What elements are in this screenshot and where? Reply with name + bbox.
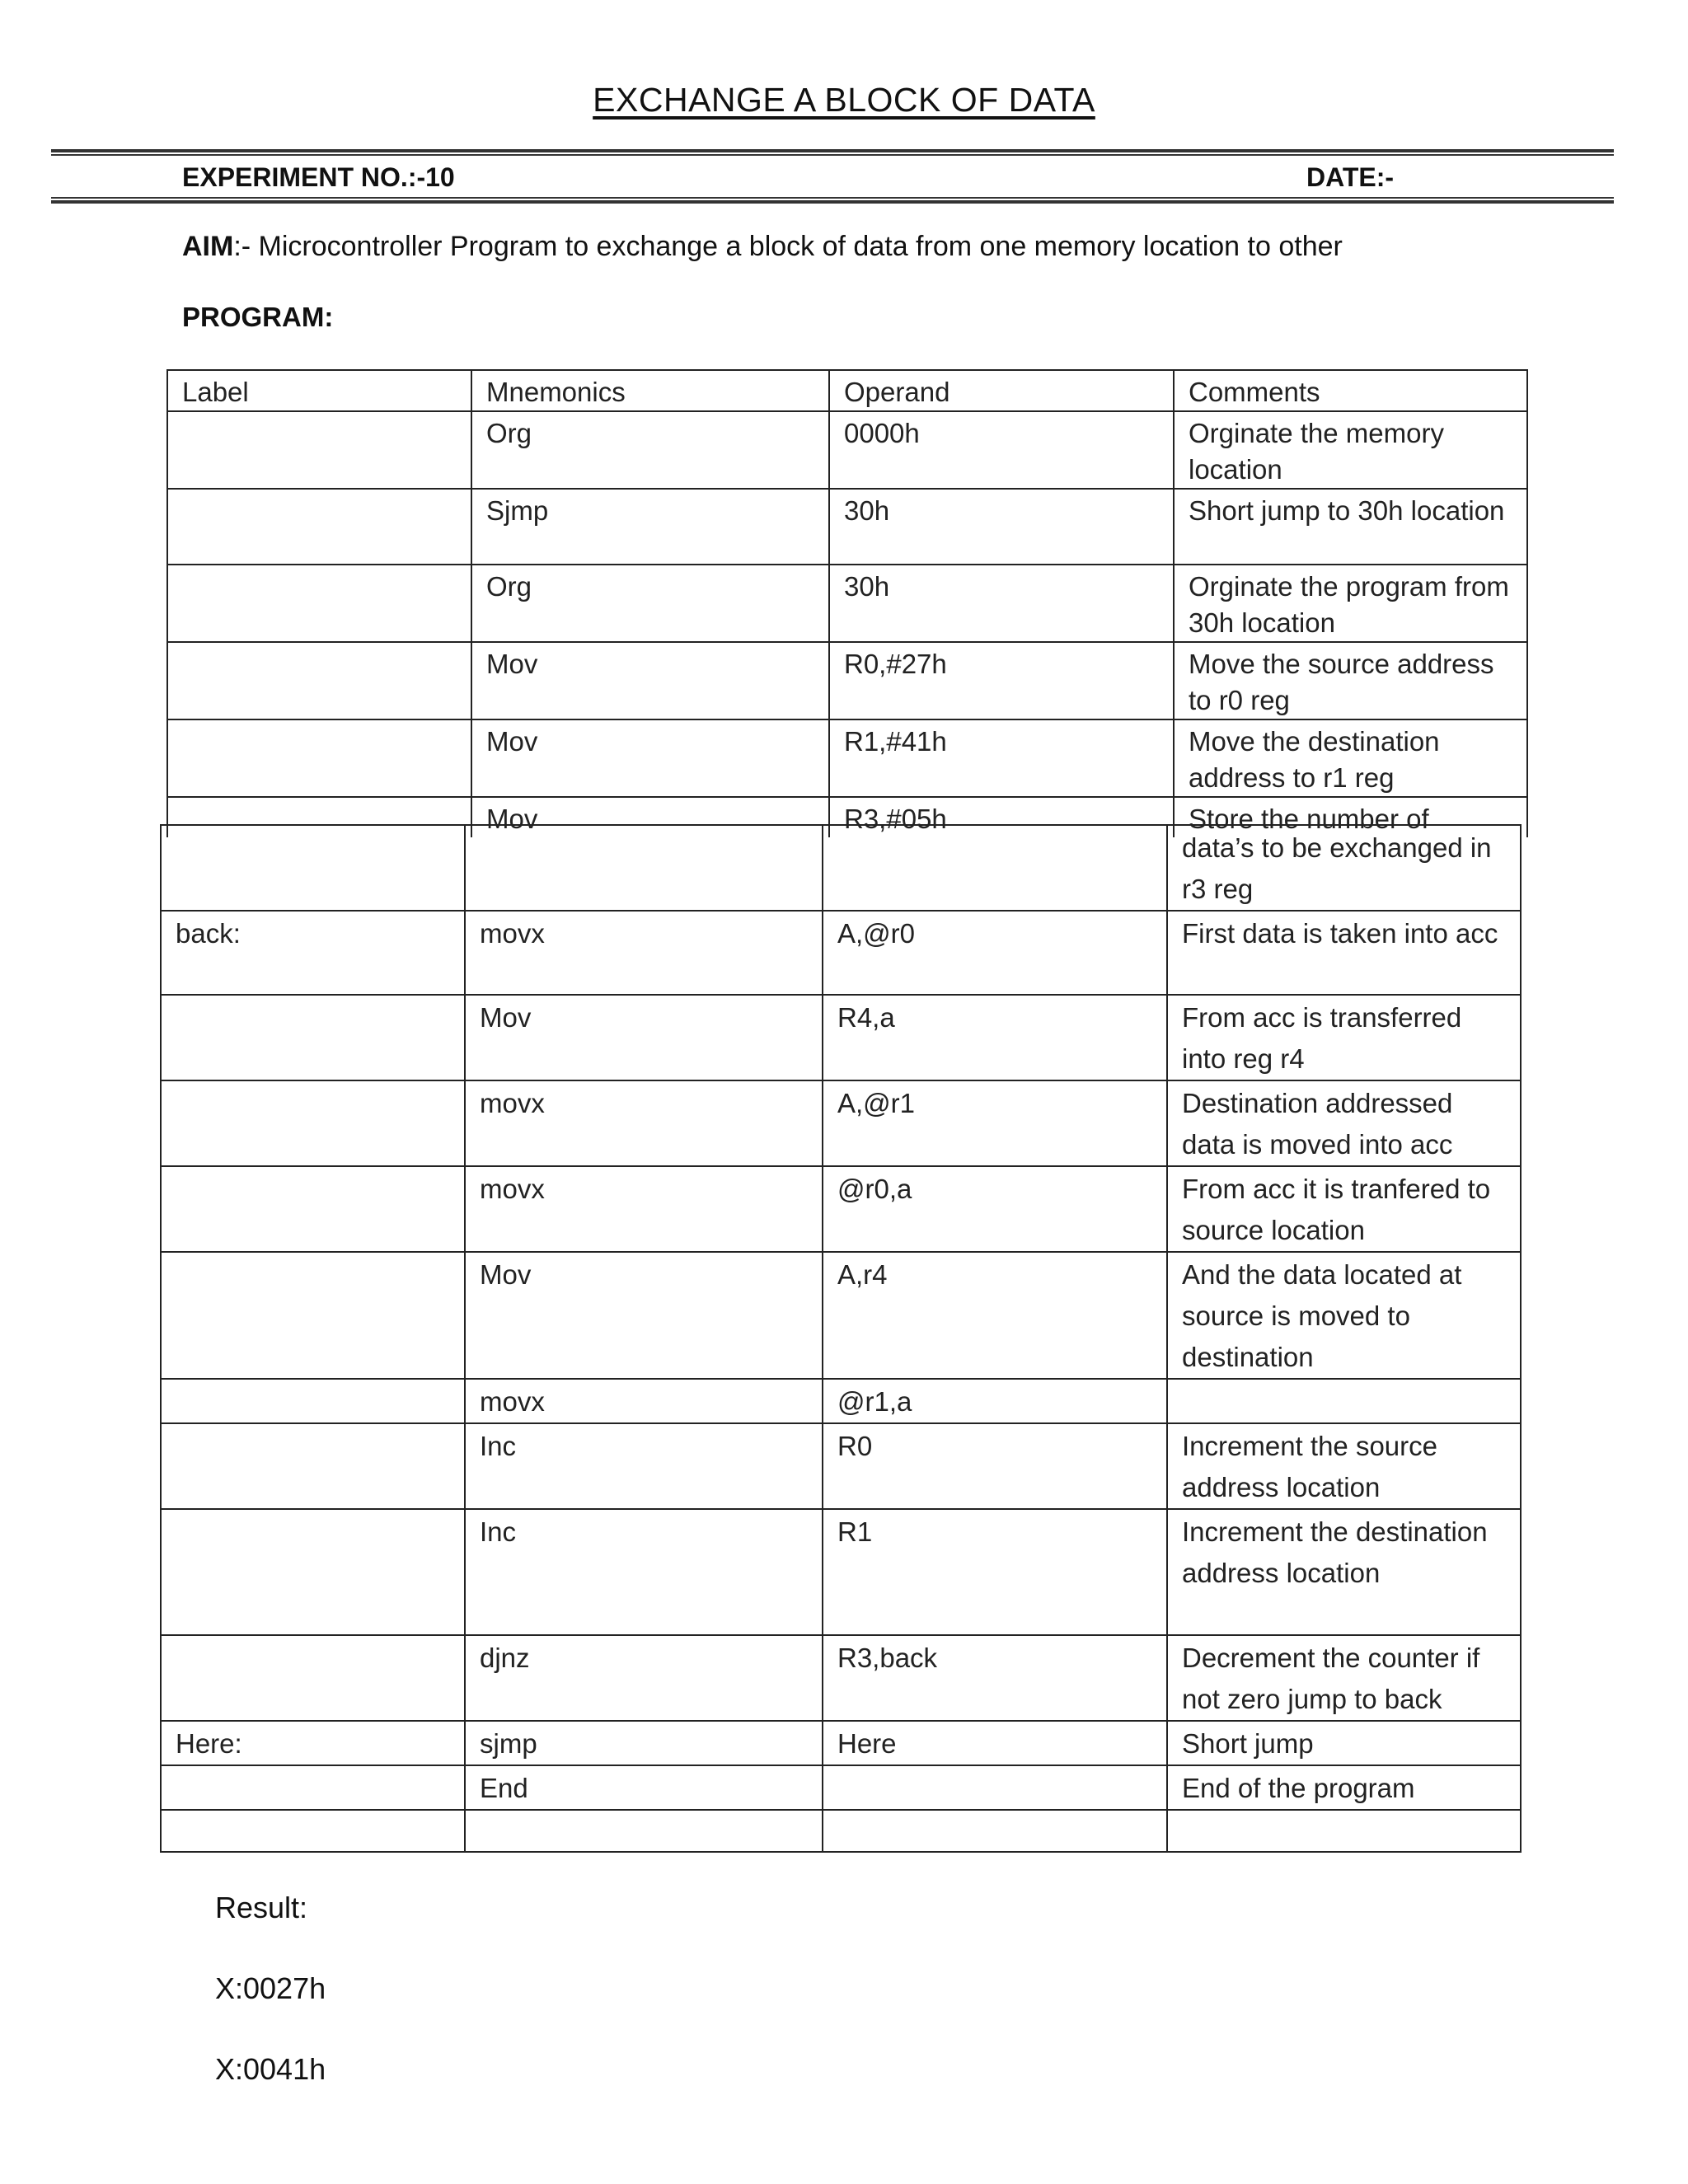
operand-cell: R1: [823, 1509, 1167, 1635]
operand-cell: [823, 1810, 1167, 1852]
experiment-number: EXPERIMENT NO.:-10: [182, 162, 455, 192]
aim-text: :- Microcontroller Program to exchange a block of data from one memory location to other: [233, 231, 1343, 262]
header-top-rule-thin: [51, 154, 1614, 156]
comment-cell: Destination addressed data is moved into acc: [1167, 1080, 1521, 1166]
comment-cell: Short jump to 30h location: [1174, 489, 1527, 565]
table-row: [161, 1252, 1521, 1379]
table-row: [161, 1509, 1521, 1635]
mnemonic-cell: End: [465, 1765, 823, 1810]
operand-cell: R0,#27h: [829, 642, 1174, 719]
label-cell: [161, 1423, 465, 1509]
label-cell: [161, 1765, 465, 1810]
operand-cell: [823, 1765, 1167, 1810]
mnemonic-cell: Mov: [471, 642, 829, 719]
mnemonic-cell: Org: [471, 411, 829, 489]
operand-cell: @r1,a: [823, 1379, 1167, 1423]
column-header-comments: Comments: [1174, 370, 1527, 411]
aim-label: AIM: [182, 231, 234, 262]
comment-cell: Increment the source address location: [1167, 1423, 1521, 1509]
mnemonic-cell: Mov: [471, 719, 829, 797]
label-cell: [167, 489, 471, 565]
label-cell: [161, 1810, 465, 1852]
label-cell: Here:: [161, 1721, 465, 1765]
label-cell: [167, 642, 471, 719]
header-bottom-rule: [51, 200, 1614, 204]
mnemonic-cell: Sjmp: [471, 489, 829, 565]
label-cell: [161, 1379, 465, 1423]
mnemonic-cell: Inc: [465, 1509, 823, 1635]
operand-cell: A,@r1: [823, 1080, 1167, 1166]
page-title: EXCHANGE A BLOCK OF DATA: [593, 81, 1095, 119]
label-cell: [161, 825, 465, 911]
mnemonic-cell: movx: [465, 1080, 823, 1166]
mnemonic-cell: Mov: [465, 995, 823, 1080]
mnemonic-cell: [465, 825, 823, 911]
table-row: [161, 1423, 1521, 1509]
operand-cell: 30h: [829, 489, 1174, 565]
mnemonic-cell: Org: [471, 565, 829, 642]
table-row: [161, 1810, 1521, 1852]
mnemonic-cell: Inc: [465, 1423, 823, 1509]
table-row: [161, 1765, 1521, 1810]
operand-cell: R4,a: [823, 995, 1167, 1080]
label-cell: [167, 411, 471, 489]
comment-cell: [1167, 1810, 1521, 1852]
operand-cell: 30h: [829, 565, 1174, 642]
table-row: [161, 1721, 1521, 1765]
operand-cell: @r0,a: [823, 1166, 1167, 1252]
result-value: X:0027h: [215, 1971, 326, 2005]
table-row: [167, 719, 1527, 797]
table-row: [161, 1635, 1521, 1721]
column-header-mnemonics: Mnemonics: [471, 370, 829, 411]
header-bottom-rule-thin: [51, 197, 1614, 199]
comment-cell: Move the destination address to r1 reg: [1174, 719, 1527, 797]
table-row: [161, 1379, 1521, 1423]
comment-cell: Short jump: [1167, 1721, 1521, 1765]
label-cell: [161, 1252, 465, 1379]
label-cell: [167, 565, 471, 642]
mnemonic-cell: [465, 1810, 823, 1852]
header-top-rule: [51, 149, 1614, 152]
comment-cell: Store the number of: [1174, 797, 1527, 837]
mnemonic-cell: sjmp: [465, 1721, 823, 1765]
result-value: X:0041h: [215, 2052, 326, 2086]
label-cell: [161, 1635, 465, 1721]
comment-cell: Decrement the counter if not zero jump to back: [1167, 1635, 1521, 1721]
operand-cell: R0: [823, 1423, 1167, 1509]
mnemonic-cell: djnz: [465, 1635, 823, 1721]
column-header-operand: Operand: [829, 370, 1174, 411]
comment-cell: [1167, 1379, 1521, 1423]
table-row: [161, 995, 1521, 1080]
label-cell: [161, 1080, 465, 1166]
comment-cell: Move the source address to r0 reg: [1174, 642, 1527, 719]
comment-cell: From acc is transferred into reg r4: [1167, 995, 1521, 1080]
mnemonic-cell: Mov: [471, 797, 829, 837]
operand-cell: A,r4: [823, 1252, 1167, 1379]
table-row: [167, 565, 1527, 642]
operand-cell: 0000h: [829, 411, 1174, 489]
comment-cell: Orginate the memory location: [1174, 411, 1527, 489]
mnemonic-cell: movx: [465, 911, 823, 995]
aim-statement: [182, 231, 1343, 263]
comment-cell: From acc it is tranfered to source location: [1167, 1166, 1521, 1252]
table-row: [161, 825, 1521, 911]
program-label: PROGRAM:: [182, 302, 334, 332]
label-cell: [161, 1166, 465, 1252]
table-row: [167, 642, 1527, 719]
program-table-part1: [166, 369, 1528, 837]
date-label: DATE:-: [1306, 162, 1395, 192]
program-table-part2: [160, 824, 1522, 1853]
comment-cell: And the data located at source is moved to destination: [1167, 1252, 1521, 1379]
operand-cell: R1,#41h: [829, 719, 1174, 797]
operand-cell: R3,back: [823, 1635, 1167, 1721]
operand-cell: A,@r0: [823, 911, 1167, 995]
table-row: [167, 489, 1527, 565]
comment-cell: Orginate the program from 30h location: [1174, 565, 1527, 642]
column-header-label: Label: [167, 370, 471, 411]
comment-cell: Increment the destination address location: [1167, 1509, 1521, 1635]
label-cell: [167, 719, 471, 797]
table-row: [167, 411, 1527, 489]
mnemonic-cell: movx: [465, 1379, 823, 1423]
table-row: [161, 1166, 1521, 1252]
comment-cell: data’s to be exchanged in r3 reg: [1167, 825, 1521, 911]
mnemonic-cell: movx: [465, 1166, 823, 1252]
label-cell: [161, 995, 465, 1080]
operand-cell: Here: [823, 1721, 1167, 1765]
label-cell: back:: [161, 911, 465, 995]
comment-cell: End of the program: [1167, 1765, 1521, 1810]
mnemonic-cell: Mov: [465, 1252, 823, 1379]
table-row: [161, 911, 1521, 995]
operand-cell: R3,#05h: [829, 797, 1174, 837]
table-row: [161, 1080, 1521, 1166]
result-label: Result:: [215, 1891, 308, 1924]
table-header-row: [167, 370, 1527, 411]
label-cell: [161, 1509, 465, 1635]
operand-cell: [823, 825, 1167, 911]
comment-cell: First data is taken into acc: [1167, 911, 1521, 995]
